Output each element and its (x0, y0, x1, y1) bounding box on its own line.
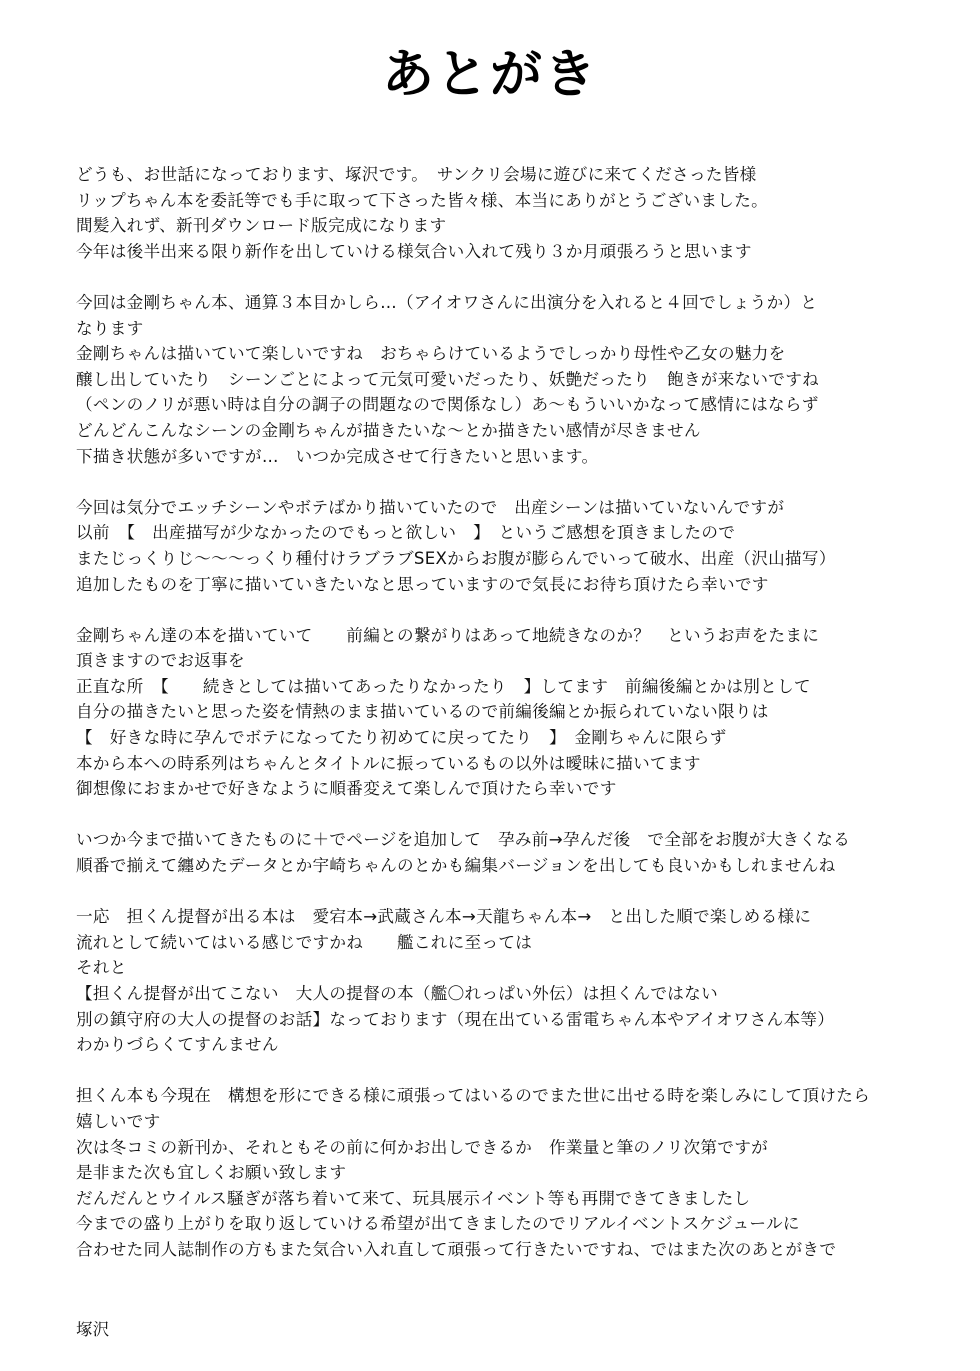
text-line: 本から本への時系列はちゃんとタイトルに振っているもの以外は曖昧に描いてます (76, 753, 701, 773)
paragraph-gap (76, 802, 956, 828)
text-line: 醸し出していたり シーンごとによって元気可愛いだったり、妖艶だったり 飽きが来ないですね (76, 369, 819, 389)
text-line: 別の鎮守府の大人の提督のお話】なっております（現在出ている雷電ちゃん本やアイオワさん本等） (76, 1009, 835, 1029)
text-line: 嬉しいです (76, 1111, 161, 1131)
text-line: 担くん本も今現在 構想を形にできる様に頑張ってはいるのでまた世に出せる時を楽しみにして頂けたら (76, 1086, 871, 1106)
text-line: 流れとして続いてはいる感じですかね 艦これに至っては (76, 932, 533, 952)
text-line: 今までの盛り上がりを取り返していける希望が出てきましたのでリアルイベントスケジュールに (76, 1214, 800, 1234)
page-title: あとがき (381, 44, 598, 105)
text-line: それと (76, 958, 127, 978)
paragraph-gap (76, 1058, 956, 1084)
paragraph-gap (76, 264, 956, 290)
text-line: 正直な所 【 続きとしては描いてあったりなかったり 】してます 前編後編とかは別として (76, 676, 811, 696)
paragraph-gap (76, 597, 956, 623)
text-line: 以前 【 出産描写が少なかったのでもっと欲しい 】 というご感想を頂きましたので (76, 523, 736, 543)
paragraph-gap (76, 879, 956, 905)
text-line: どうも、お世話になっております、塚沢です。 サンクリ会場に遊びに来てくださった皆様 (76, 165, 757, 184)
text-line: 合わせた同人誌制作の方もまた気合い入れ直して頑張って行きたいですね、ではまた次のあとがきで (76, 1239, 837, 1259)
text-line: 御想像におまかせで好きなように順番変えて楽しんで頂けたら幸いです (76, 779, 617, 799)
text-line: 自分の描きたいと思った姿を情熱のまま描いているので前編後編とか振られていない限りは (76, 702, 769, 722)
text-line: 下描き状態が多いですが… いつか完成させて行きたいと思います。 (76, 446, 599, 466)
text-line: 【担くん提督が出てこない 大人の提督の本（艦〇れっぱい外伝）は担くんではない (76, 984, 718, 1003)
text-line: なります (76, 318, 144, 338)
afterword-body (76, 162, 956, 1263)
text-line: 順番で揃えて纏めたデータとか宇崎ちゃんのとかも編集バージョンを出しても良いかもしれませんね (76, 856, 836, 876)
text-line: 【 好きな時に孕んでボテになってたり初めてに戻ってたり 】 金剛ちゃんに限らず (76, 728, 727, 748)
text-line: いつか今まで描いてきたものに＋でページを追加して 孕み前→孕んだ後 で全部をお腹が大きくなる (76, 830, 851, 850)
text-line: 今年は後半出来る限り新作を出していける様気合い入れて残り３か月頑張ろうと思います (76, 241, 752, 261)
text-line: 追加したものを丁寧に描いていきたいなと思っていますので気長にお待ち頂けたら幸いです (76, 574, 769, 594)
paragraph-gap (76, 469, 956, 495)
text-line: （ペンのノリが悪い時は自分の調子の問題なので関係なし）あ～もういいかなって感情にはならず (76, 395, 819, 415)
text-line: リップちゃん本を委託等でも手に取って下さった皆々様、本当にありがとうございました。 (76, 190, 768, 210)
text-line: どんどんこんなシーンの金剛ちゃんが描きたいな～とか描きたい感情が尽きません (76, 420, 701, 440)
text-line: 一応 担くん提督が出る本は 愛宕本→武蔵さん本→天龍ちゃん本→ と出した順で楽しめる様に (76, 907, 812, 927)
text-line: 頂きますのでお返事を (76, 651, 245, 671)
text-line: 今回は金剛ちゃん本、通算３本目かしら…（アイオワさんに出演分を入れると４回でしょうか）と (76, 292, 818, 312)
text-line: 是非また次も宜しくお願い致します (76, 1163, 347, 1183)
text-line: またじっくりじ～～～っくり種付けラブラブSEXからお腹が膨らんでいって破水、出産（沢山描写） (76, 548, 836, 568)
text-line: 今回は気分でエッチシーンやボテばかり描いていたので 出産シーンは描いていないんですが (76, 497, 785, 517)
text-line: わかりづらくてすんません (76, 1035, 279, 1055)
text-line: 間髪入れず、新刊ダウンロード版完成になります (76, 216, 447, 236)
text-line: 金剛ちゃんは描いていて楽しいですね おちゃらけているようでしっかり母性や乙女の魅力を (76, 344, 786, 364)
author-signature: 塚沢 (76, 1320, 110, 1339)
text-line: だんだんとウイルス騒ぎが落ち着いて来て、玩具展示イベント等も再開できてきましたし (76, 1188, 751, 1208)
text-line: 次は冬コミの新刊か、それともその前に何かお出しできるか 作業量と筆のノリ次第ですが (76, 1137, 768, 1157)
text-line: 金剛ちゃん達の本を描いていて 前編との繋がりはあって地続きなのか？ というお声をたまに (76, 625, 820, 645)
